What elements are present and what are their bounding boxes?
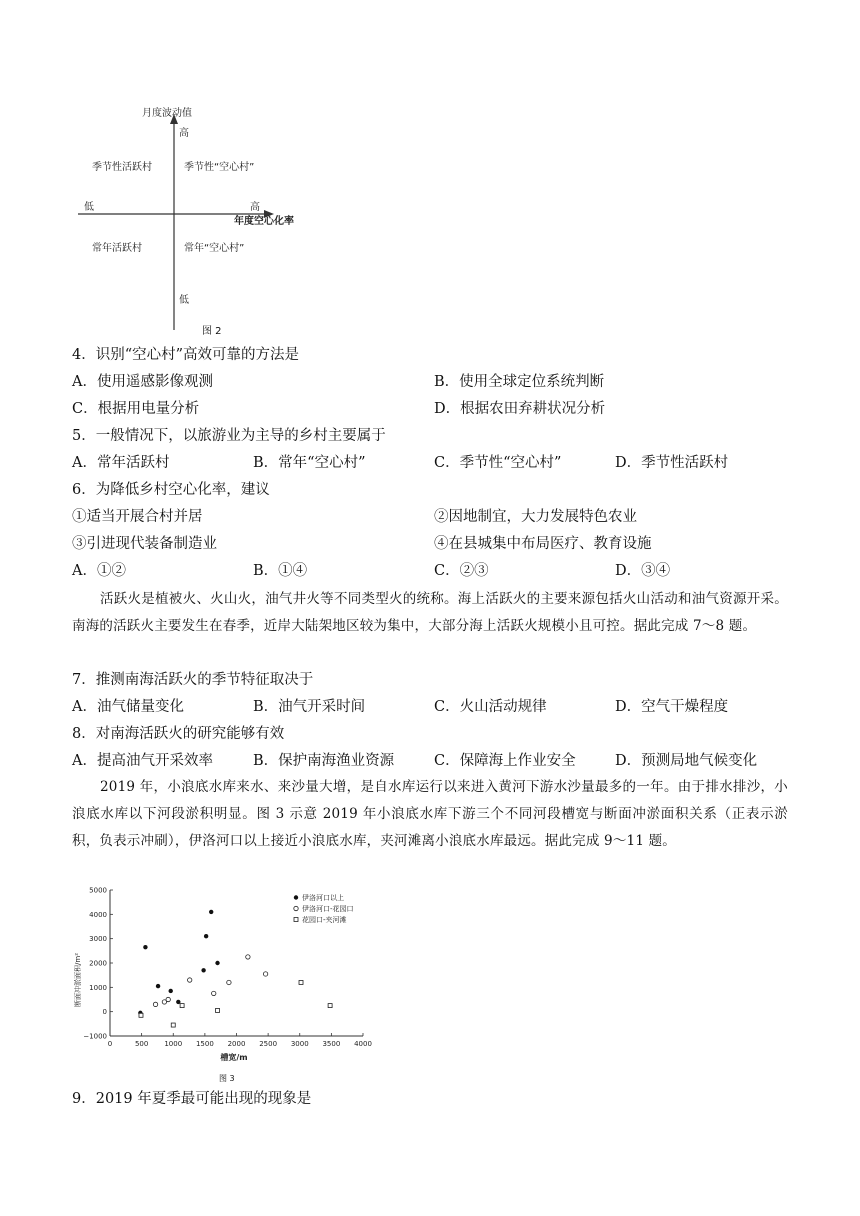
data-point-series-3 xyxy=(328,1004,332,1008)
quadrant-bottom-left: 常年活跃村 xyxy=(92,243,142,254)
data-point-series-1 xyxy=(215,961,219,965)
figure-2-quadrant-diagram xyxy=(70,100,300,340)
x-tick-label: 0 xyxy=(107,1040,113,1048)
question-5-option-a[interactable]: A．常年活跃村 xyxy=(72,455,170,471)
legend-marker-series-2 xyxy=(294,906,298,910)
question-4-stem: 4．识别“空心村”高效可靠的方法是 xyxy=(72,347,300,363)
data-point-series-1 xyxy=(204,934,208,938)
question-8-option-c[interactable]: C．保障海上作业安全 xyxy=(434,753,576,769)
passage-xiaolangdi: 2019 年，小浪底水库来水、来沙量大增，是自水库运行以来进入黄河下游水沙量最多的一年。由于排水排沙，小浪底水库以下河段淤积明显。图 3 示意 2019 年小浪底水库下游三个不同河段槽宽与断面冲淤面积关系（正表示淤积，负表示冲刷），伊洛河口以上接近小浪底水库，夹河滩离小浪底水库最远。据此完成 9～11 题。 xyxy=(72,779,788,849)
question-6-item-3: ③引进现代装备制造业 xyxy=(72,536,217,552)
data-point-series-3 xyxy=(139,1013,143,1017)
y-tick-label: 1000 xyxy=(89,983,107,992)
quadrant-top-right: 季节性“空心村” xyxy=(184,162,255,173)
question-7-option-b[interactable]: B．油气开采时间 xyxy=(253,699,366,715)
y-axis-title: 月度波动值 xyxy=(142,108,192,119)
data-point-series-2 xyxy=(227,980,231,984)
data-point-series-1 xyxy=(156,984,160,988)
data-point-series-3 xyxy=(171,1023,175,1027)
x-tick-label: 1500 xyxy=(195,1040,214,1048)
x-tick-label: 1000 xyxy=(164,1040,183,1048)
question-4-option-a[interactable]: A．使用遥感影像观测 xyxy=(72,374,213,390)
data-point-series-3 xyxy=(216,1008,220,1012)
y-tick-label: −1000 xyxy=(83,1032,107,1041)
passage-active-fire: 活跃火是植被火、火山火，油气井火等不同类型火的统称。海上活跃火的主要来源包括火山活动和油气资源开采。南海的活跃火主要发生在春季，近岸大陆架地区较为集中，大部分海上活跃火规模小且可控。据此完成 7～8 题。 xyxy=(72,591,788,634)
legend-label-series-2: 伊洛河口-花园口 xyxy=(302,905,354,913)
question-7-stem: 7．推测南海活跃火的季节特征取决于 xyxy=(72,672,314,688)
question-5-option-d[interactable]: D．季节性活跃村 xyxy=(615,455,729,471)
y-tick-label: 5000 xyxy=(89,886,107,895)
legend-marker-series-3 xyxy=(294,918,298,922)
x-tick-label: 3000 xyxy=(290,1040,309,1048)
data-point-series-1 xyxy=(169,989,173,993)
data-point-series-3 xyxy=(180,1004,184,1008)
x-high-label: 高 xyxy=(250,202,260,213)
data-point-series-2 xyxy=(212,991,216,995)
figure-3-caption: 图 3 xyxy=(219,1074,235,1083)
question-8-option-a[interactable]: A．提高油气开采效率 xyxy=(72,753,213,769)
x-tick-label: 500 xyxy=(134,1040,149,1048)
x-axis-title: 年度空心化率 xyxy=(234,216,294,227)
x-low-label: 低 xyxy=(84,202,94,213)
data-point-series-2 xyxy=(187,978,191,982)
question-8-option-d[interactable]: D．预测局地气候变化 xyxy=(615,753,758,769)
question-4-option-d[interactable]: D．根据农田弃耕状况分析 xyxy=(434,401,606,417)
question-5-stem: 5．一般情况下，以旅游业为主导的乡村主要属于 xyxy=(72,428,386,444)
y-tick-label: 2000 xyxy=(89,959,107,968)
y-tick-label: 4000 xyxy=(89,910,107,919)
x-axis-label: 槽宽/m xyxy=(220,1053,248,1062)
x-tick-label: 2000 xyxy=(227,1040,246,1048)
y-tick-label: 3000 xyxy=(89,935,107,944)
quadrant-top-left: 季节性活跃村 xyxy=(92,162,152,173)
legend-label-series-3: 花园口-夹河滩 xyxy=(302,916,347,924)
question-4-option-c[interactable]: C．根据用电量分析 xyxy=(72,401,200,417)
legend-label-series-1: 伊洛河口以上 xyxy=(302,894,344,902)
question-7-option-c[interactable]: C．火山活动规律 xyxy=(434,699,547,715)
question-5-option-b[interactable]: B．常年“空心村” xyxy=(253,455,366,471)
x-tick-label: 3500 xyxy=(322,1040,341,1048)
y-high-label: 高 xyxy=(179,128,189,139)
question-4-option-b[interactable]: B．使用全球定位系统判断 xyxy=(434,374,605,390)
data-point-series-1 xyxy=(201,968,205,972)
question-6-item-2: ②因地制宜，大力发展特色农业 xyxy=(434,509,637,525)
figure-3-scatter-chart xyxy=(70,880,390,1080)
y-low-label: 低 xyxy=(179,295,189,306)
question-7-option-d[interactable]: D．空气干燥程度 xyxy=(615,699,729,715)
data-point-series-2 xyxy=(246,955,250,959)
question-8-stem: 8．对南海活跃火的研究能够有效 xyxy=(72,726,285,742)
y-tick-label: 0 xyxy=(102,1008,107,1017)
question-7-option-a[interactable]: A．油气储量变化 xyxy=(72,699,184,715)
figure-2-caption: 图 2 xyxy=(202,326,222,337)
question-6-item-1: ①适当开展合村并居 xyxy=(72,509,203,525)
data-point-series-1 xyxy=(209,910,213,914)
question-6-option-c[interactable]: C．②③ xyxy=(434,563,489,579)
data-point-series-1 xyxy=(143,945,147,949)
x-tick-label: 4000 xyxy=(354,1040,372,1048)
legend-marker-series-1 xyxy=(294,895,298,899)
question-6-option-a[interactable]: A．①② xyxy=(72,563,126,579)
question-9-stem: 9．2019 年夏季最可能出现的现象是 xyxy=(72,1091,312,1107)
data-point-series-2 xyxy=(153,1002,157,1006)
data-point-series-2 xyxy=(166,997,170,1001)
question-8-option-b[interactable]: B．保护南海渔业资源 xyxy=(253,753,395,769)
x-tick-label: 2500 xyxy=(259,1040,278,1048)
data-point-series-3 xyxy=(299,980,303,984)
data-point-series-2 xyxy=(263,972,267,976)
quadrant-bottom-right: 常年“空心村” xyxy=(184,243,245,254)
question-6-stem: 6．为降低乡村空心化率，建议 xyxy=(72,482,270,498)
question-6-option-d[interactable]: D．③④ xyxy=(615,563,671,579)
y-axis-label: 断面冲淤面积/m² xyxy=(74,953,82,1007)
question-5-option-c[interactable]: C．季节性“空心村” xyxy=(434,455,562,471)
question-6-option-b[interactable]: B．①④ xyxy=(253,563,308,579)
question-6-item-4: ④在县城集中布局医疗、教育设施 xyxy=(434,536,652,552)
